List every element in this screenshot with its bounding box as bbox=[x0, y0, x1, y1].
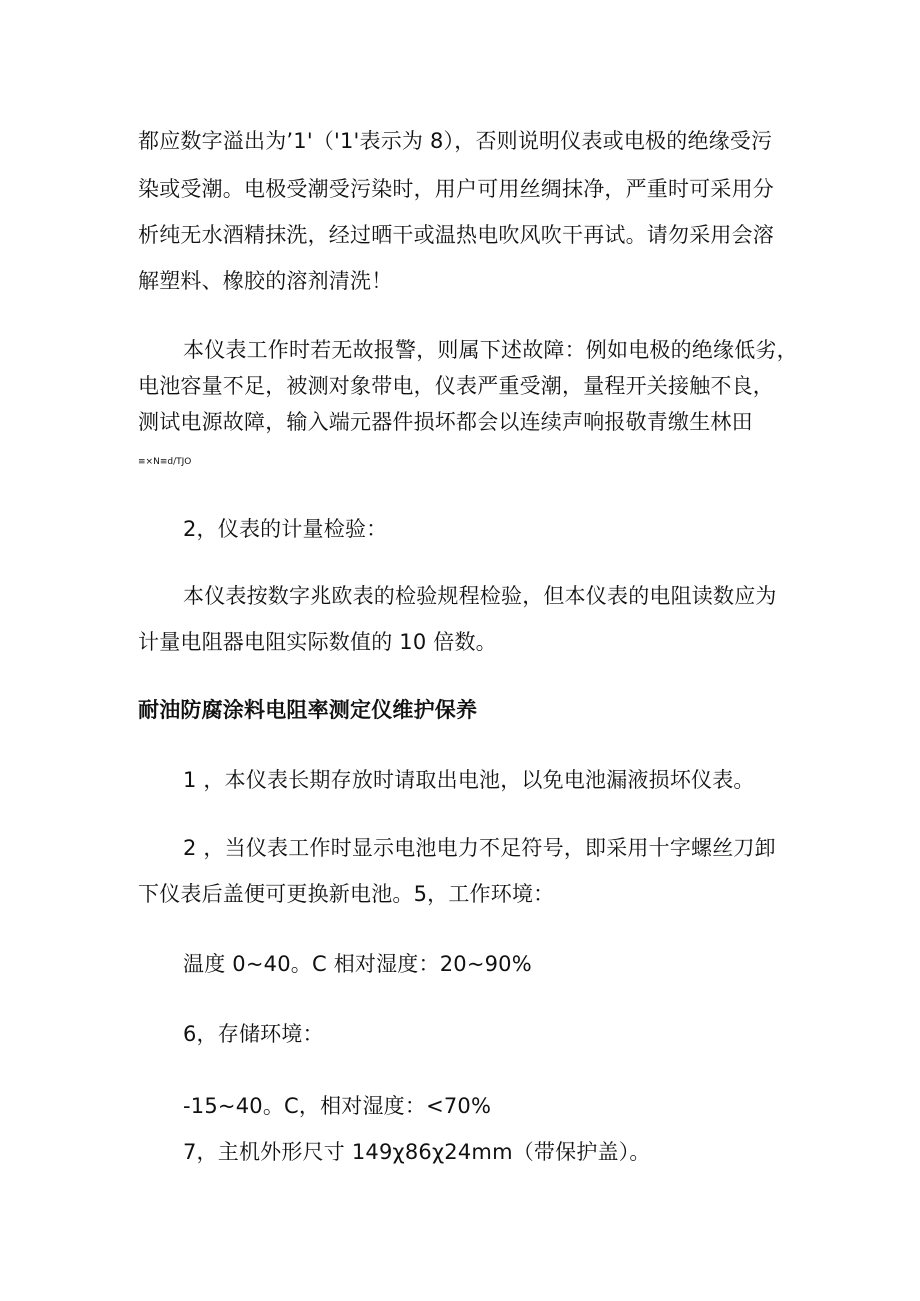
paragraph-1-line-2: 染或受潮。电极受潮受污染时，用户可用丝绸抹净，严重时可采用分 bbox=[138, 177, 774, 201]
paragraph-2-line-2: 电池容量不足，被测对象带电，仪表严重受潮，量程开关接触不良， bbox=[138, 374, 774, 398]
host-dimensions: 7，主机外形尺寸 149χ86χ24mm（带保护盖）。 bbox=[183, 1140, 651, 1164]
paragraph-3-line-1: 本仪表按数字兆欧表的检验规程检验，但本仪表的电阻读数应为 bbox=[183, 584, 777, 608]
storage-environment-title: 6，存储环境： bbox=[183, 1022, 324, 1046]
paragraph-1-line-3: 析纯无水酒精抹洗，经过晒干或温热电吹风吹干再试。请勿采用会溶 bbox=[138, 223, 774, 247]
paragraph-3-line-2: 计量电阻器电阻实际数值的 10 倍数。 bbox=[138, 630, 497, 654]
paragraph-1-line-1: 都应数字溢出为’1'（'1'表示为 8），否则说明仪表或电极的绝缘受污 bbox=[138, 129, 773, 153]
paragraph-1-line-4: 解塑料、橡胶的溶剂清洗！ bbox=[138, 269, 393, 293]
storage-environment-values: -15~40。C，相对湿度：<70% bbox=[183, 1094, 492, 1118]
garbled-fragment: ≡×N≡d/TJO bbox=[138, 457, 192, 467]
maintenance-item-2-line-2: 下仪表后盖便可更换新电池。5，工作环境： bbox=[138, 882, 555, 906]
paragraph-2-line-1: 本仪表工作时若无故报警，则属下述故障：例如电极的绝缘低劣， bbox=[183, 338, 798, 362]
working-environment-values: 温度 0~40。C 相对湿度：20~90% bbox=[183, 952, 532, 976]
paragraph-2-line-3: 测试电源故障，输入端元器件损坏都会以连续声响报敬青缴生林田 bbox=[138, 410, 753, 434]
maintenance-item-2-line-1: 2 ，当仪表工作时显示电池电力不足符号，即采用十字螺丝刀卸 bbox=[183, 836, 776, 860]
maintenance-item-1: 1 ，本仪表长期存放时请取出电池，以免电池漏液损坏仪表。 bbox=[183, 768, 755, 792]
maintenance-heading: 耐油防腐涂料电阻率测定仪维护保养 bbox=[138, 698, 478, 722]
section-2-title: 2，仪表的计量检验： bbox=[183, 517, 388, 541]
